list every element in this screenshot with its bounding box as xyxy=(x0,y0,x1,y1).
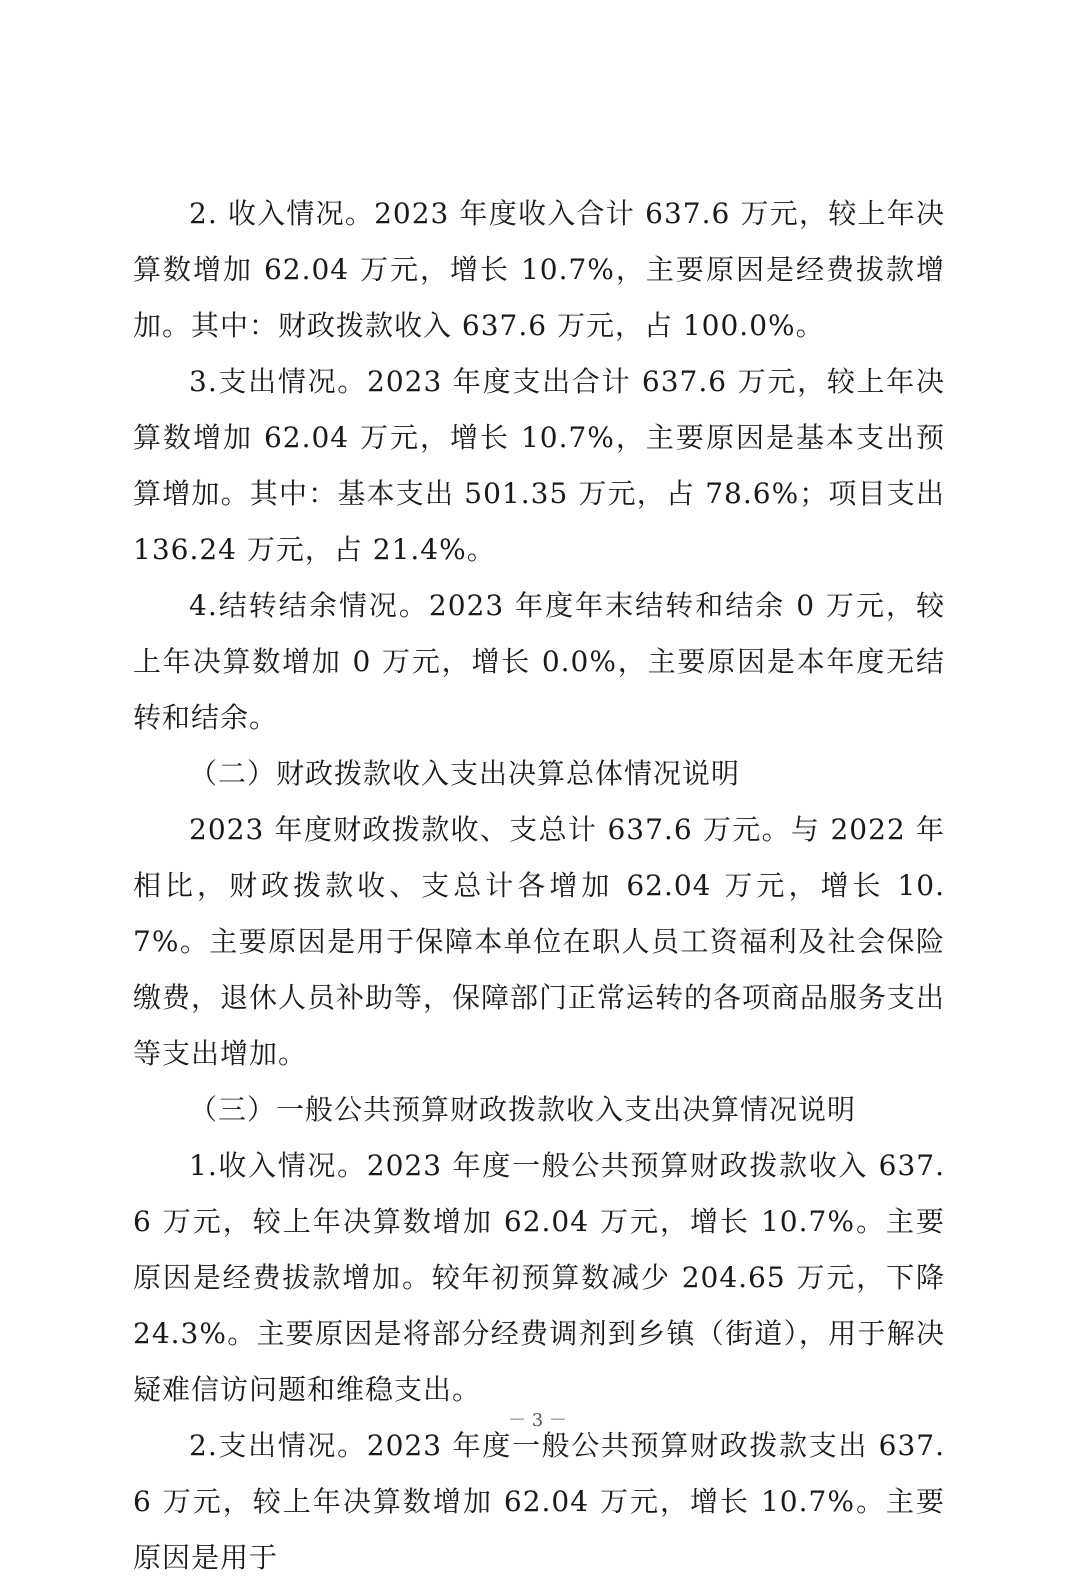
section-heading-2: （二）财政拨款收入支出决算总体情况说明 xyxy=(189,757,741,790)
section-heading-3: （三）一般公共预算财政拨款收入支出决算情况说明 xyxy=(189,1093,857,1126)
paragraph-public-income: 1.收入情况。2023 年度一般公共预算财政拨款收入 637.6 万元，较上年决算数增加 62.04 万元，增长 10.7%。主要原因是经费拔款增加。较年初预算数减少 204.65 万元，下降 24.3%。主要原因是将部分经费调剂到乡镇（街道），用于解决疑难信访问题和维稳支出。 xyxy=(133,1149,945,1406)
paragraph-carryover: 4.结转结余情况。2023 年度年末结转和结余 0 万元，较上年决算数增加 0 万元，增长 0.0%，主要原因是本年度无结转和结余。 xyxy=(133,589,945,734)
paragraph-expenditure: 3.支出情况。2023 年度支出合计 637.6 万元，较上年决算数增加 62.04 万元，增长 10.7%，主要原因是基本支出预算增加。其中：基本支出 501.35 万元，占 78.6%；项目支出 136.24 万元，占 21.4%。 xyxy=(133,365,945,566)
document-body xyxy=(133,186,945,1586)
paragraph-income: 2. 收入情况。2023 年度收入合计 637.6 万元，较上年决算数增加 62.04 万元，增长 10.7%，主要原因是经费拔款增加。其中：财政拨款收入 637.6 万元，占 100.0%。 xyxy=(133,197,945,342)
paragraph-fiscal-total: 2023 年度财政拨款收、支总计 637.6 万元。与 2022 年相比，财政拨款收、支总计各增加 62.04 万元，增长 10.7%。主要原因是用于保障本单位在职人员工资福利及社会保险缴费，退休人员补助等，保障部门正常运转的各项商品服务支出等支出增加。 xyxy=(133,813,946,1070)
paragraph-public-expenditure: 2.支出情况。2023 年度一般公共预算财政拨款支出 637.6 万元，较上年决算数增加 62.04 万元，增长 10.7%。主要原因是用于 xyxy=(133,1429,945,1574)
page-number: － 3 － xyxy=(508,1410,567,1431)
